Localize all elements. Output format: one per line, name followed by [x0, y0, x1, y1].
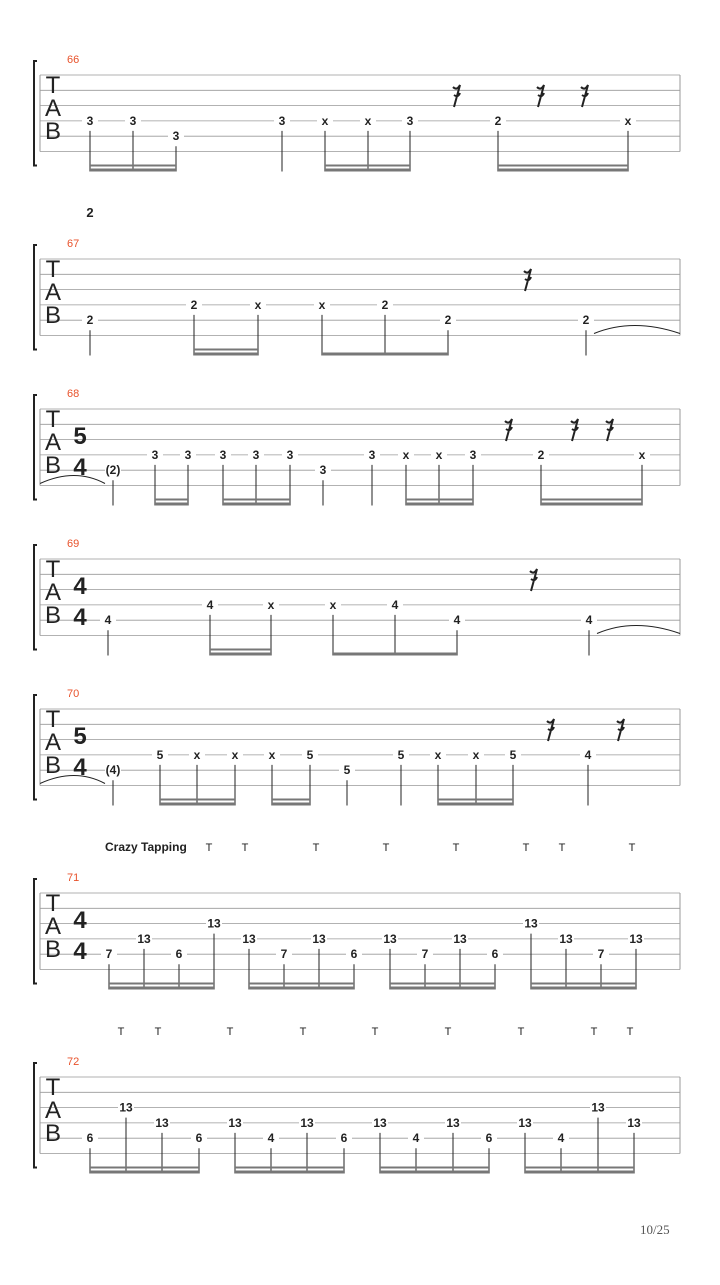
beam — [498, 169, 628, 172]
fret-number: 5 — [343, 763, 351, 778]
fret-number: x — [318, 297, 326, 312]
tab-clef-letter: A — [44, 729, 62, 756]
fret-number: 13 — [373, 1115, 387, 1130]
tap-marker: T — [154, 1026, 162, 1038]
fret-number: 3 — [184, 447, 192, 462]
beam-secondary — [210, 649, 271, 651]
page-number — [640, 1222, 670, 1238]
beam — [541, 503, 642, 506]
tap-marker: T — [299, 1026, 307, 1038]
tab-clef-letter: B — [44, 452, 62, 479]
beam — [160, 803, 235, 806]
beam — [249, 987, 354, 990]
fret-number: x — [254, 297, 262, 312]
fret-number: 2 — [190, 297, 198, 312]
fret-number: x — [434, 747, 442, 762]
measure-number: 72 — [67, 1056, 80, 1068]
fret-number: x — [231, 747, 239, 762]
time-sig-top: 4 — [73, 907, 87, 934]
fret-number: 4 — [584, 747, 592, 762]
fret-number: 5 — [397, 747, 405, 762]
tab-clef-letter: T — [45, 1074, 61, 1101]
time-sig-top: 5 — [73, 723, 87, 750]
page-separator: / — [653, 1222, 657, 1237]
system-bracket — [34, 695, 37, 800]
measure-number: 66 — [67, 54, 80, 66]
fret-number: 13 — [119, 1100, 133, 1115]
fret-number: x — [364, 113, 372, 128]
beam — [194, 353, 258, 356]
fret-number: 4 — [557, 1131, 565, 1146]
fret-number: 3 — [278, 113, 286, 128]
beam — [380, 1171, 489, 1174]
tap-marker: T — [241, 842, 249, 854]
fret-number: 2 — [381, 297, 389, 312]
fret-number: 13 — [524, 916, 538, 931]
fret-number: 4 — [104, 613, 112, 628]
fret-number: x — [472, 747, 480, 762]
time-sig-bottom: 4 — [73, 454, 87, 481]
fret-number: x — [193, 747, 201, 762]
beam — [438, 803, 513, 806]
tab-clef-letter: A — [44, 95, 62, 122]
fret-number: 6 — [175, 947, 183, 962]
beam-secondary — [406, 499, 473, 501]
tab-clef-letter: B — [44, 1120, 62, 1147]
beam — [390, 987, 495, 990]
tab-clef-letter: B — [44, 936, 62, 963]
measure-number: 69 — [67, 538, 80, 550]
beam — [223, 503, 290, 506]
tap-marker: T — [628, 842, 636, 854]
tab-clef-letter: T — [45, 406, 61, 433]
tab-clef-letter: T — [45, 890, 61, 917]
measure-number: 67 — [67, 238, 80, 250]
tie-arc — [594, 326, 680, 334]
fret-number: 2 — [494, 113, 502, 128]
fret-number: x — [435, 447, 443, 462]
measure-number: 70 — [67, 688, 80, 700]
fret-number: 4 — [267, 1131, 275, 1146]
fret-number: 6 — [485, 1131, 493, 1146]
beam — [325, 169, 410, 172]
beam-secondary — [194, 349, 258, 351]
fret-number: 7 — [597, 947, 605, 962]
fret-number: 7 — [280, 947, 288, 962]
system-72 — [34, 1063, 680, 1174]
beam-secondary — [325, 165, 410, 167]
tap-marker: T — [205, 842, 213, 854]
page-current: 10 — [640, 1222, 653, 1237]
tap-marker: T — [522, 842, 530, 854]
beam-secondary — [541, 499, 642, 501]
beam-secondary — [498, 165, 628, 167]
beam-secondary — [390, 983, 495, 985]
rest-glyph — [617, 719, 624, 741]
fret-number: x — [329, 597, 337, 612]
fret-number: 3 — [151, 447, 159, 462]
rest-glyph — [606, 419, 613, 441]
beam — [90, 169, 176, 172]
beam-secondary — [380, 1167, 489, 1169]
tap-marker: T — [626, 1026, 634, 1038]
fret-number: x — [638, 447, 646, 462]
fret-number: x — [268, 747, 276, 762]
tap-marker: T — [444, 1026, 452, 1038]
fret-number: 7 — [421, 947, 429, 962]
system-67 — [34, 245, 680, 356]
tab-clef-letter: B — [44, 118, 62, 145]
fret-number: 13 — [383, 931, 397, 946]
system-bracket — [34, 545, 37, 650]
beam-secondary — [109, 983, 214, 985]
rest-glyph — [537, 85, 544, 107]
time-sig-bottom: 4 — [73, 938, 87, 965]
fret-number: 13 — [629, 931, 643, 946]
rest-glyph — [453, 85, 460, 107]
fret-number: x — [267, 597, 275, 612]
fret-number: 4 — [585, 613, 593, 628]
fret-number: 6 — [195, 1131, 203, 1146]
tap-marker: T — [517, 1026, 525, 1038]
fret-number: 5 — [509, 747, 517, 762]
fret-number: 3 — [172, 129, 180, 144]
tab-clef-letter: A — [44, 279, 62, 306]
tap-marker: T — [558, 842, 566, 854]
fret-number: 13 — [228, 1115, 242, 1130]
beam-secondary — [160, 799, 235, 801]
tab-clef-letter: A — [44, 579, 62, 606]
fret-number: 4 — [391, 597, 399, 612]
tab-clef-letter: A — [44, 913, 62, 940]
fret-number: 2 — [86, 313, 94, 328]
fret-number: 7 — [105, 947, 113, 962]
fret-number: 2 — [537, 447, 545, 462]
fret-number: 13 — [518, 1115, 532, 1130]
fret-number: 3 — [368, 447, 376, 462]
fret-number: 13 — [446, 1115, 460, 1130]
beam-secondary — [155, 499, 188, 501]
fret-number: 6 — [340, 1131, 348, 1146]
beam — [272, 803, 310, 806]
beam-secondary — [531, 983, 636, 985]
beam — [333, 653, 457, 656]
tap-marker: T — [371, 1026, 379, 1038]
fret-number: 3 — [286, 447, 294, 462]
tap-marker: T — [226, 1026, 234, 1038]
system-69 — [34, 545, 680, 656]
beam — [531, 987, 636, 990]
rest-glyph — [524, 269, 531, 291]
system-bracket — [34, 879, 37, 984]
system-bracket — [34, 61, 37, 166]
fret-number: 2 — [444, 313, 452, 328]
system-68 — [34, 395, 680, 506]
fret-number: 13 — [559, 931, 573, 946]
tap-marker: T — [382, 842, 390, 854]
tap-marker: T — [312, 842, 320, 854]
fret-number: 5 — [306, 747, 314, 762]
time-sig-bottom: 4 — [73, 604, 87, 631]
fret-number: 13 — [591, 1100, 605, 1115]
tab-clef-letter: T — [45, 556, 61, 583]
fret-number: 3 — [86, 113, 94, 128]
rest-glyph — [581, 85, 588, 107]
tab-clef-letter: B — [44, 302, 62, 329]
rest-glyph — [530, 569, 537, 591]
fret-number: 13 — [207, 916, 221, 931]
fret-number: 3 — [469, 447, 477, 462]
tab-clef-letter: A — [44, 429, 62, 456]
beam-secondary — [525, 1167, 634, 1169]
beam-secondary — [235, 1167, 344, 1169]
system-bracket — [34, 395, 37, 500]
beam — [109, 987, 214, 990]
fret-number: (4) — [105, 763, 121, 778]
fret-number: 3 — [406, 113, 414, 128]
system-71 — [34, 879, 680, 990]
fret-number: 6 — [350, 947, 358, 962]
fret-number: 3 — [252, 447, 260, 462]
fret-number: x — [402, 447, 410, 462]
measure-number: 71 — [67, 872, 80, 884]
fret-number: (2) — [105, 463, 121, 478]
tab-clef-letter: B — [44, 602, 62, 629]
fret-number: 3 — [219, 447, 227, 462]
beam-secondary — [272, 799, 310, 801]
tab-clef-letter: B — [44, 752, 62, 779]
fret-number: 13 — [300, 1115, 314, 1130]
fret-number: 13 — [137, 931, 151, 946]
tab-clef-letter: T — [45, 256, 61, 283]
beam — [322, 353, 448, 356]
beam — [525, 1171, 634, 1174]
beam-secondary — [90, 1167, 199, 1169]
dynamic-number: 2 — [86, 205, 94, 220]
beam-secondary — [249, 983, 354, 985]
beam — [235, 1171, 344, 1174]
fret-number: 3 — [129, 113, 137, 128]
beam — [406, 503, 473, 506]
beam — [90, 1171, 199, 1174]
fret-number: x — [321, 113, 329, 128]
tab-clef-letter: T — [45, 706, 61, 733]
measure-number: 68 — [67, 388, 80, 400]
beam-secondary — [223, 499, 290, 501]
fret-number: 6 — [491, 947, 499, 962]
fret-number: 4 — [412, 1131, 420, 1146]
fret-number: 4 — [206, 597, 214, 612]
fret-number: 2 — [582, 313, 590, 328]
fret-number: 13 — [453, 931, 467, 946]
fret-number: 13 — [627, 1115, 641, 1130]
rest-glyph — [547, 719, 554, 741]
tab-clef-letter: A — [44, 1097, 62, 1124]
system-bracket — [34, 245, 37, 350]
tap-marker: T — [117, 1026, 125, 1038]
technique-label: Crazy Tapping — [105, 840, 187, 854]
beam-secondary — [90, 165, 176, 167]
tie-arc — [597, 626, 680, 634]
fret-number: 3 — [319, 463, 327, 478]
time-sig-top: 4 — [73, 573, 87, 600]
system-70 — [34, 695, 680, 806]
tap-marker: T — [452, 842, 460, 854]
time-sig-top: 5 — [73, 423, 87, 450]
rest-glyph — [571, 419, 578, 441]
tab-clef-letter: T — [45, 72, 61, 99]
fret-number: 5 — [156, 747, 164, 762]
fret-number: 13 — [155, 1115, 169, 1130]
beam — [210, 653, 271, 656]
fret-number: 13 — [242, 931, 256, 946]
time-sig-bottom: 4 — [73, 754, 87, 781]
fret-number: 13 — [312, 931, 326, 946]
rest-glyph — [505, 419, 512, 441]
system-bracket — [34, 1063, 37, 1168]
page-total: 25 — [656, 1222, 670, 1237]
beam-secondary — [438, 799, 513, 801]
fret-number: x — [624, 113, 632, 128]
tap-marker: T — [590, 1026, 598, 1038]
fret-number: 6 — [86, 1131, 94, 1146]
fret-number: 4 — [453, 613, 461, 628]
beam — [155, 503, 188, 506]
